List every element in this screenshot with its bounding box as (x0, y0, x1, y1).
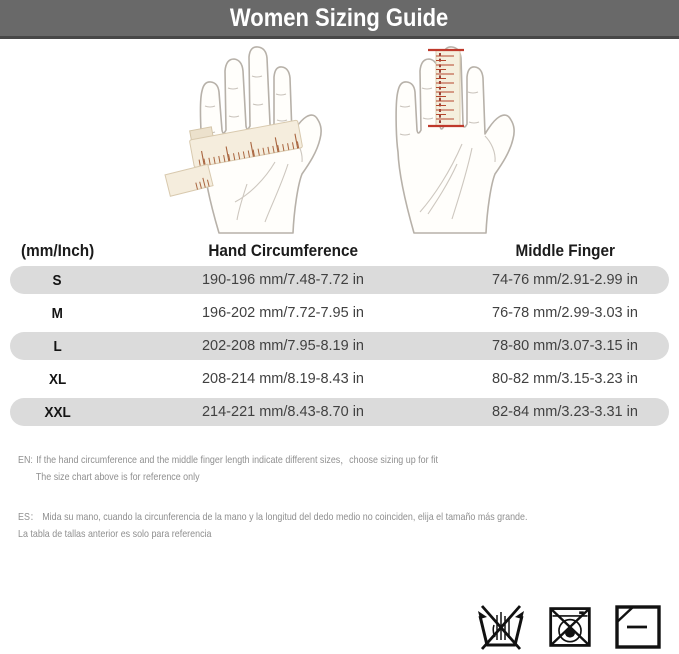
middle-finger-value: 82-84 mm/3.23-3.31 in (492, 404, 638, 420)
measuring-tape-tail-icon (165, 164, 213, 196)
page-title: Women Sizing Guide (230, 3, 449, 32)
hand-circumference-value: 190-196 mm/7.48-7.72 in (201, 272, 364, 288)
table-row-xxl (10, 398, 669, 426)
table-row-s (10, 266, 669, 294)
size-label: XL (48, 370, 67, 388)
dry-flat-in-shade-icon (613, 604, 663, 650)
table-header (10, 238, 669, 264)
note-en (18, 452, 512, 486)
hand-circumference-value: 196-202 mm/7.72-7.95 in (201, 305, 364, 321)
column-header-unit: (mm/Inch) (20, 241, 95, 260)
hand-circumference-illustration-icon (155, 44, 370, 234)
note-en-label: EN: (18, 454, 33, 466)
care-icons (475, 603, 663, 651)
note-es-line2: La tabla de tallas anterior es solo para referencia (18, 528, 212, 540)
size-label: XXL (44, 403, 71, 421)
table-row-xl (10, 365, 669, 393)
note-es-label: ES： (18, 511, 39, 523)
note-en-line1: EN: If the hand circumference and the middle finger length indicate different sizes，choose sizing up for fit (18, 454, 438, 466)
size-table (10, 266, 669, 431)
middle-finger-illustration-icon (362, 44, 577, 234)
column-header-hand-circumference: Hand Circumference (208, 241, 358, 260)
middle-finger-value: 76-78 mm/2.99-3.03 in (492, 305, 638, 321)
table-row-m (10, 299, 669, 327)
middle-finger-value: 78-80 mm/3.07-3.15 in (492, 338, 638, 354)
note-es (18, 509, 617, 543)
middle-finger-value: 74-76 mm/2.91-2.99 in (492, 272, 638, 288)
do-not-wash-icon (475, 603, 527, 651)
hand-circumference-value: 214-221 mm/8.43-8.70 in (201, 404, 364, 420)
column-header-middle-finger: Middle Finger (515, 241, 615, 260)
do-not-tumble-dry-icon (547, 603, 593, 651)
middle-finger-value: 80-82 mm/3.15-3.23 in (492, 371, 638, 387)
size-label: M (51, 304, 64, 322)
table-row-l (10, 332, 669, 360)
hand-circumference-value: 202-208 mm/7.95-8.19 in (201, 338, 364, 354)
size-label: S (52, 271, 62, 289)
note-en-line2: The size chart above is for reference only (35, 471, 200, 483)
size-label: L (53, 337, 62, 355)
note-es-line1: ES： Mida su mano, cuando la circunferencia de la mano y la longitud del dedo medio no coinciden, elija el tamaño más grande. (18, 511, 528, 523)
hand-circumference-value: 208-214 mm/8.19-8.43 in (201, 371, 364, 387)
header-bar (0, 0, 679, 39)
